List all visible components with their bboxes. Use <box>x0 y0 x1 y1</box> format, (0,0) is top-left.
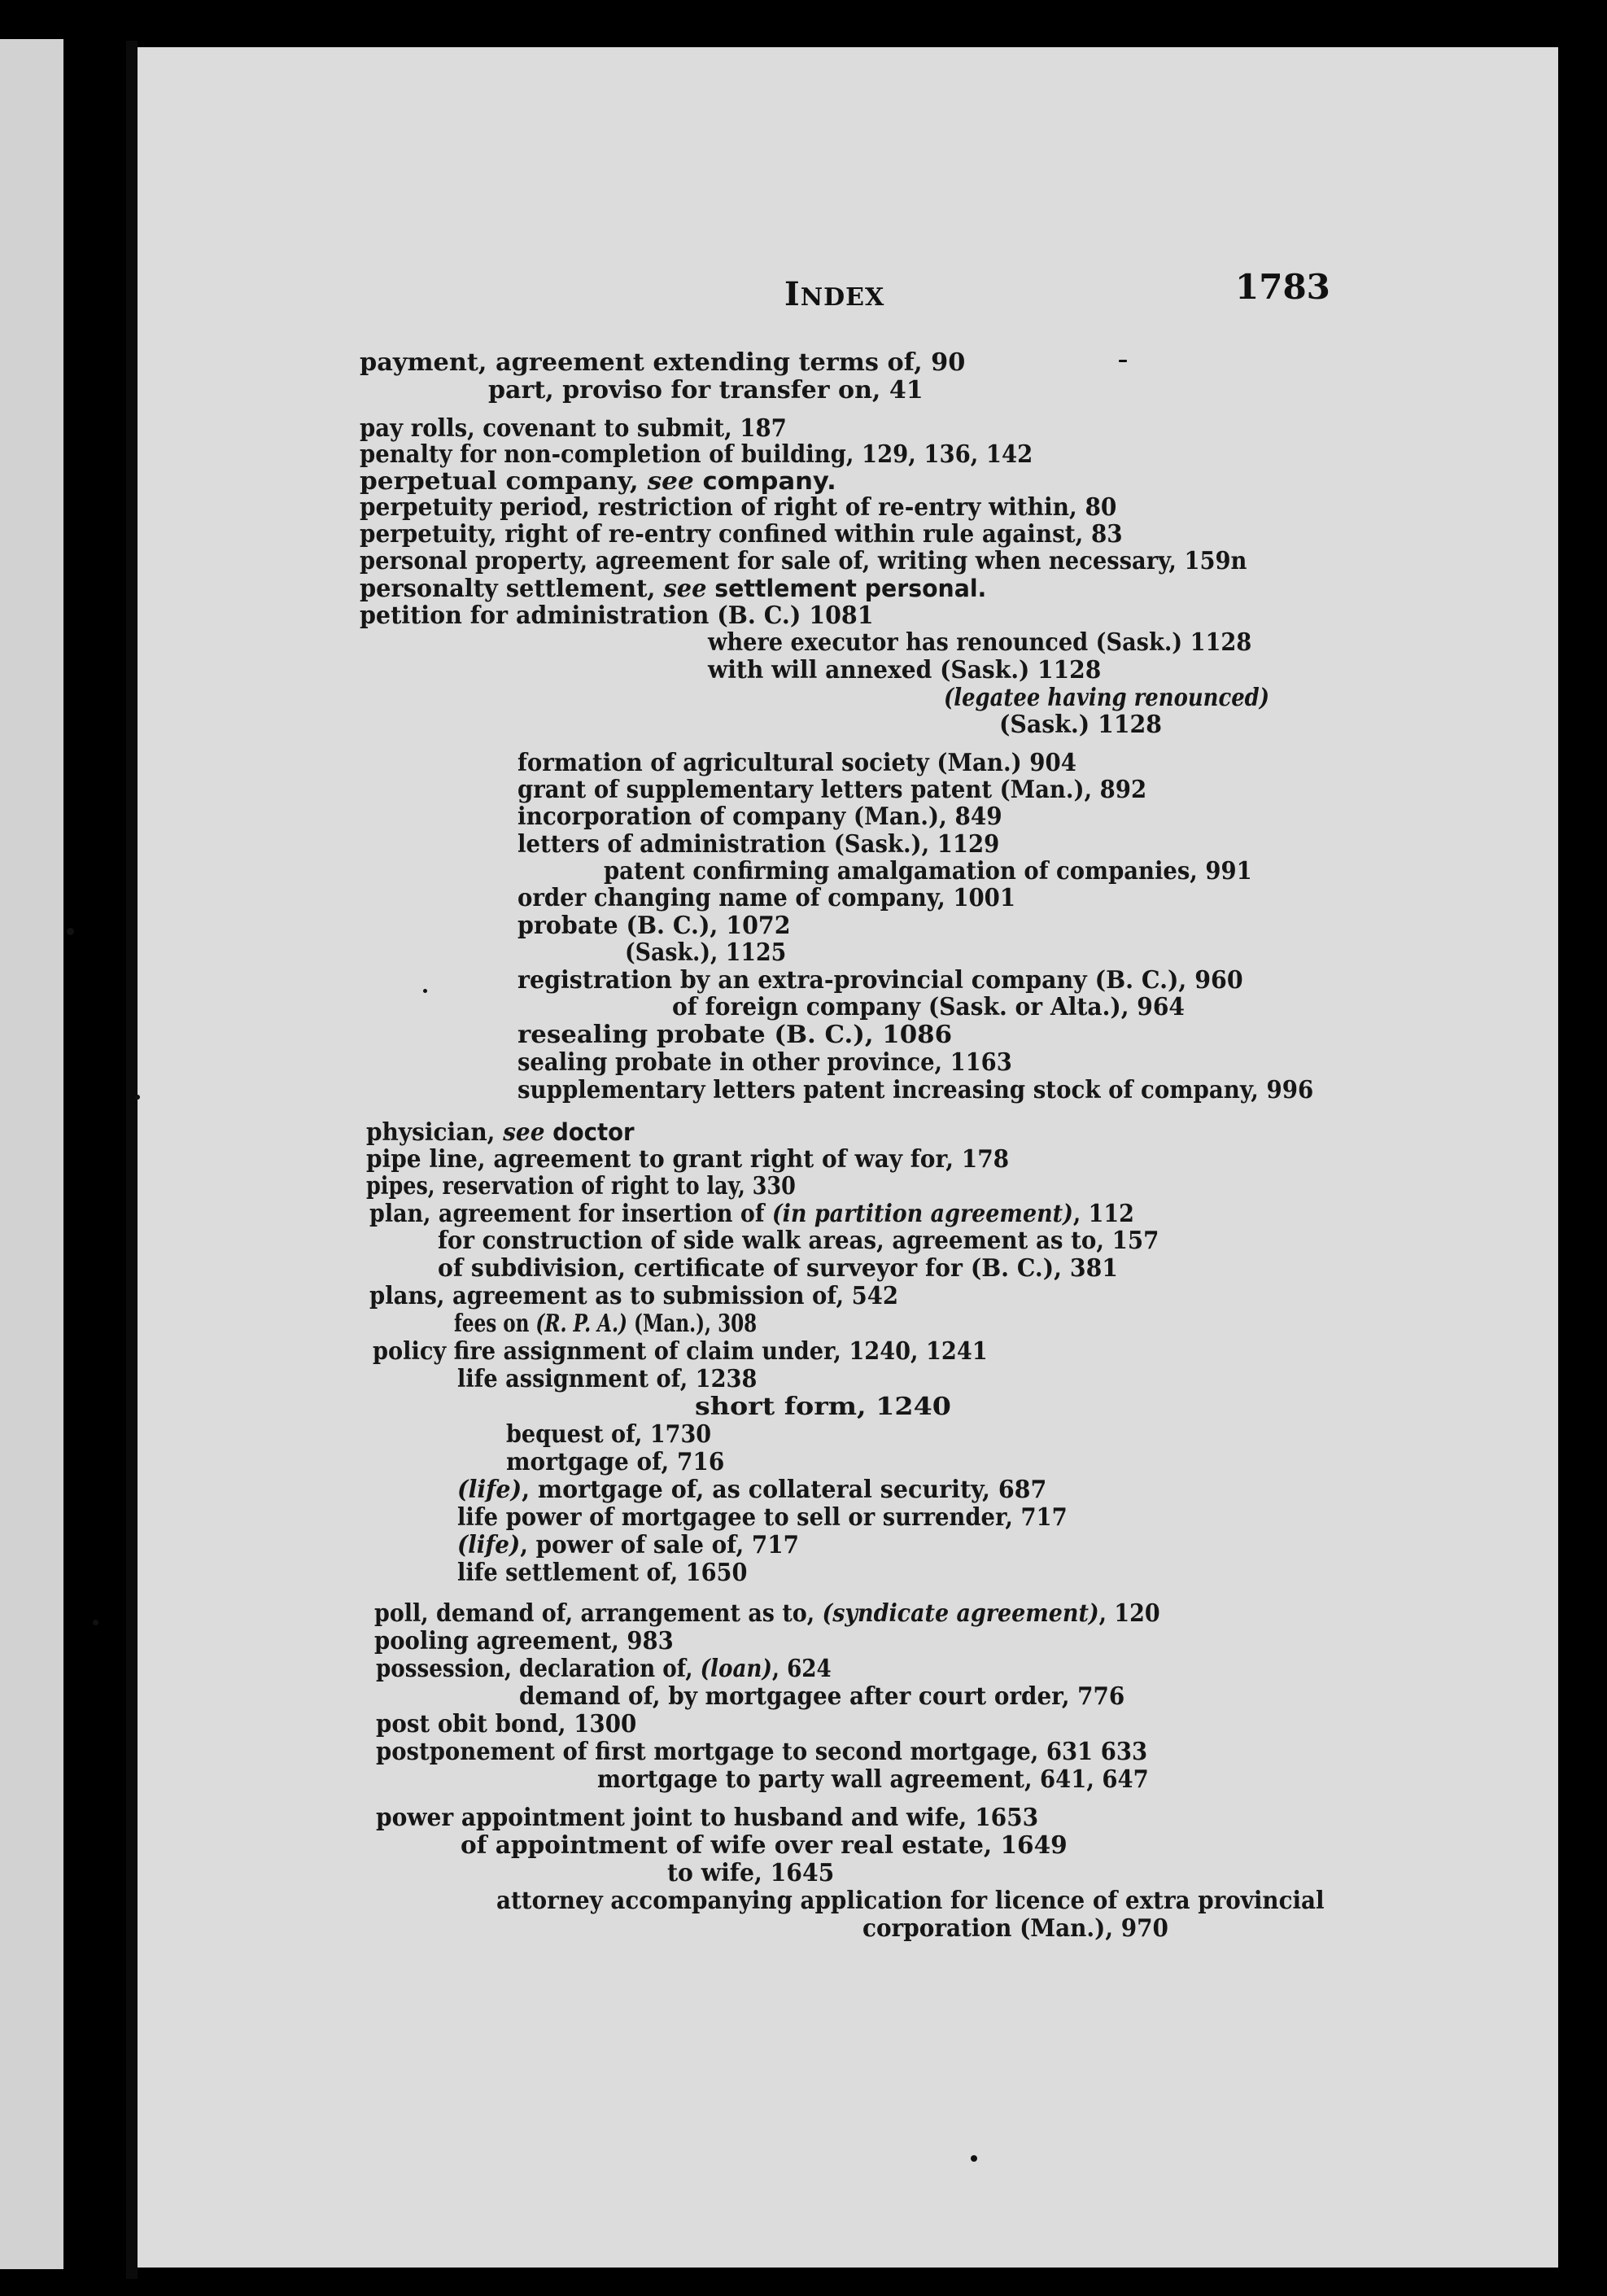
ink-speck <box>93 1620 98 1625</box>
index-subentry: demand of, by mortgagee after court order, 776 <box>519 1682 1125 1710</box>
index-subentry: letters of administration (Sask.), 1129 <box>517 829 1000 858</box>
index-subentry: life power of mortgagee to sell or surrender, 717 <box>457 1502 1068 1531</box>
index-subentry: bequest of, 1730 <box>506 1419 712 1448</box>
ink-speck <box>1119 360 1127 362</box>
index-entry: pooling agreement, 983 <box>374 1626 674 1655</box>
index-entry: personalty settlement, see settlement personal. <box>360 574 987 602</box>
ink-speck <box>67 928 74 935</box>
index-entry: physician, see doctor <box>366 1117 635 1146</box>
index-subentry: order changing name of company, 1001 <box>517 883 1016 912</box>
page-binding-shadow <box>126 41 138 2279</box>
index-subentry: where executor has renounced (Sask.) 1128 <box>708 628 1252 656</box>
index-subentry: grant of supplementary letters patent (Man.), 892 <box>517 775 1147 803</box>
index-entry: pipe line, agreement to grant right of way for, 178 <box>366 1144 1010 1173</box>
ink-speck <box>423 989 427 993</box>
index-subentry: short form, 1240 <box>695 1392 951 1420</box>
index-entry: power appointment joint to husband and wife, 1653 <box>376 1803 1039 1831</box>
index-entry: perpetuity, right of re-entry confined within rule against, 83 <box>360 519 1123 548</box>
index-entry: poll, demand of, arrangement as to, (syndicate agreement), 120 <box>374 1598 1160 1627</box>
index-subentry: (Sask.), 1125 <box>625 938 787 966</box>
index-entry: postponement of first mortgage to second mortgage, 631 633 <box>376 1737 1148 1765</box>
index-subentry: corporation (Man.), 970 <box>862 1913 1168 1942</box>
index-subentry: attorney accompanying application for licence of extra provincial <box>496 1886 1325 1914</box>
index-subentry: mortgage to party wall agreement, 641, 647 <box>597 1765 1149 1793</box>
index-subentry: probate (B. C.), 1072 <box>517 911 791 939</box>
index-subentry: with will annexed (Sask.) 1128 <box>708 655 1102 684</box>
ink-speck <box>971 2155 977 2162</box>
facing-page-edge <box>0 39 63 2269</box>
index-entry: personal property, agreement for sale of, writing when necessary, 159n <box>360 546 1247 575</box>
index-subentry: (Sask.) 1128 <box>999 710 1163 738</box>
index-entry: policy fire assignment of claim under, 1240, 1241 <box>373 1336 988 1365</box>
index-subentry: to wife, 1645 <box>667 1858 835 1887</box>
index-subentry: formation of agricultural society (Man.) 904 <box>517 748 1076 776</box>
index-entry: penalty for non-completion of building, 129, 136, 142 <box>360 440 1033 468</box>
index-entry: plan, agreement for insertion of (in partition agreement), 112 <box>369 1199 1134 1227</box>
index-subentry: resealing probate (B. C.), 1086 <box>517 1020 953 1048</box>
index-subentry: sealing probate in other province, 1163 <box>517 1047 1012 1076</box>
index-subentry: incorporation of company (Man.), 849 <box>517 802 1002 830</box>
index-entry: pay rolls, covenant to submit, 187 <box>360 413 787 442</box>
index-subentry: patent confirming amalgamation of companies, 991 <box>604 856 1252 885</box>
index-subentry: (legatee having renounced) <box>944 683 1270 711</box>
index-subentry: registration by an extra-provincial company (B. C.), 960 <box>517 965 1243 994</box>
index-subentry: for construction of side walk areas, agreement as to, 157 <box>438 1226 1159 1254</box>
ink-speck <box>135 1095 140 1100</box>
index-subentry: life settlement of, 1650 <box>457 1558 748 1586</box>
index-entry: perpetuity period, restriction of right of re-entry within, 80 <box>360 492 1117 521</box>
index-subentry: life assignment of, 1238 <box>457 1364 758 1393</box>
index-subentry: of foreign company (Sask. or Alta.), 964 <box>672 992 1185 1021</box>
index-entry: payment, agreement extending terms of, 90 <box>360 348 966 376</box>
index-subentry: part, proviso for transfer on, 41 <box>488 375 924 404</box>
index-subentry: supplementary letters patent increasing stock of company, 996 <box>517 1075 1314 1104</box>
index-subentry: (life), mortgage of, as collateral security, 687 <box>457 1475 1047 1503</box>
index-subentry: fees on (R. P. A.) (Man.), 308 <box>454 1309 758 1337</box>
index-entry: pipes, reservation of right to lay, 330 <box>366 1171 796 1200</box>
index-subentry: of appointment of wife over real estate, 1649 <box>461 1830 1068 1859</box>
running-header-title: INDEX <box>784 275 885 313</box>
page-number: 1783 <box>1235 267 1330 307</box>
index-entry: perpetual company, see company. <box>360 466 836 495</box>
index-entry: plans, agreement as to submission of, 542 <box>369 1281 899 1310</box>
index-entry: possession, declaration of, (loan), 624 <box>376 1654 832 1682</box>
index-subentry: mortgage of, 716 <box>506 1447 725 1476</box>
index-subentry: (life), power of sale of, 717 <box>457 1530 800 1559</box>
index-subentry: of subdivision, certificate of surveyor for (B. C.), 381 <box>438 1253 1118 1282</box>
index-entry: post obit bond, 1300 <box>376 1709 637 1738</box>
index-entry: petition for administration (B. C.) 1081 <box>360 601 874 629</box>
